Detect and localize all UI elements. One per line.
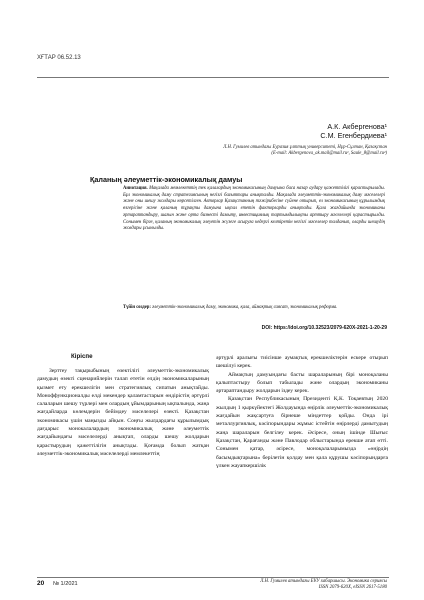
introduction-heading: Кіріспе <box>71 353 93 360</box>
author-2: С.М. Егенбердиева¹ <box>320 131 387 140</box>
affiliation-line: Л.Н. Гумилев атындағы Еуразия ұлттық университеті, Нұр-Сұлтан, Қазақстан <box>223 145 387 150</box>
page-number: 20 <box>37 580 45 587</box>
left-column <box>37 367 209 458</box>
authors-block <box>320 122 387 140</box>
paragraph: әртүрлі аралығы тиісінше аумақтық ерекшеліктерін ескере отырып шешілуі керек. <box>216 355 388 370</box>
paragraph: Қазақстан Республикасының Президенті Қ.К. Тоқаевтың 2020 жылдың 1 қыркүйектегі Жолдауында өңірлік әлеуметтік-экономикалық жағдайын жақсартуға бірнеше міндеттер қойды. Онда ірі металлургиялық, кәсіпорындары жұмыс істейтін өңірлерді дамытудың жаңа шараларын белгілеу керек. Әсіресе, оның ішінде Шығыс Қазақстан, Қарағанды және Павлодар облыстарында ерекше атап өтті. Сонымен қатар, әсіресе, моноқалаларымызда «өңірдің басымдықтарына» берілетін қолдау мен қала құрушы кәсіпорындарға үлкен жауапкершілік <box>216 396 388 469</box>
journal-footer <box>260 579 387 592</box>
issue-number: № 1/2021 <box>53 581 78 587</box>
affiliation-email: (E-mail: Akbergenova_ak.mail@mail.ru¹, Saule_8@mail.ru²) <box>271 151 387 157</box>
doi-link[interactable]: DOI: https://doi.org/10.32523/2079-620X-2021-1-20-29 <box>261 325 387 331</box>
keywords <box>123 305 385 312</box>
author-1: А.К. Акбергенова¹ <box>327 122 387 131</box>
right-column <box>216 354 388 470</box>
journal-issn: ISSN 2079-620X, eISSN 2617-5180 <box>318 585 387 591</box>
bottom-divider <box>37 577 389 578</box>
paragraph: Аймақтың дамуындағы басты шараларының бірі моноқаланы қалыптастыру болып табылады және олардың экономиканы әртараптандыру жолдарын іздеу керек. <box>216 371 388 395</box>
abstract-text: Мақалада мемлекеттің тек қалалардың экономикасының дамуына баса назар аудару қажеттілігі қарастырылады. Бұл экономикалық даму стратегиясының негізгі бағыттары анықталды. Мақалада әлеуметтік-экономикалық даму мәселелері және оны шешу жолдары көрсетілген. Авторлар Қазақстанның тәжірибесіне сүйене отырып, ел экономикасының құрылымдық өзгерісіне және қаланың тұрақты дамуына ықпал ететін факторларды анықтады. Қала жағдайында экономиканы әртараптандыру, шағын және орта бизнесті дамыту, инвестициялық тартымдылықты арттыру мәселелері қарастырылды. Сонымен бірге, қаланың экономикалық әлеуетін жүзеге асыруға кедергі келтіретін негізгі мәселелер талданып, оларды шешудің жолдары ұсынылды. <box>123 186 385 232</box>
abstract-label: Аннотация. <box>123 186 148 191</box>
journal-name: Л.Н. Гумилев атындағы ЕҰУ хабаршысы. Экономика сериясы <box>260 579 387 584</box>
abstract <box>123 186 385 233</box>
article-title: Қаланың әлеуметтік-экономикалық дамуы <box>90 175 243 184</box>
keywords-label: Түйін сөздер: <box>123 305 151 310</box>
top-divider <box>37 77 389 78</box>
paragraph: Зерттеу тақырыбының өзектілігі әлеуметтік-экономикалық дамудың өзекті сценарийлерін талап ететін елдің экономикаларының қызмет ету ерекшелігін мен стратегиялық сипатын анықтайды. Моноффункционалды елді мекендер қаламтастарын өндірістің әртүрлі салаларын шешу түрлері мен олардың ұйымдарының ықпалында, жаңа жағдайларда көлемдерін бейімдеу мәселелері өзекті. Қазақстан экономикасы үшін маңызды айқын. Соңғы жылдардағы құрылымдық дағдарыс монокалалардың экономикалық және әлеуметтік жағдайындағы мәселелерді анықтап, оларды шешу жолдарын қарастырудың қажеттілігін анықтады. Қоғамда болып жатқан әлеуметтік-экономикалық мәселелерді мемлекеттің <box>37 368 209 457</box>
keywords-text: әлеуметтік-экономикалық даму, экономика, қала, аймақтық саясат, экономикалық реформа. <box>152 305 338 310</box>
affiliation-block <box>223 145 387 158</box>
xftar-code: ХҒТАР 06.52.13 <box>37 55 81 61</box>
